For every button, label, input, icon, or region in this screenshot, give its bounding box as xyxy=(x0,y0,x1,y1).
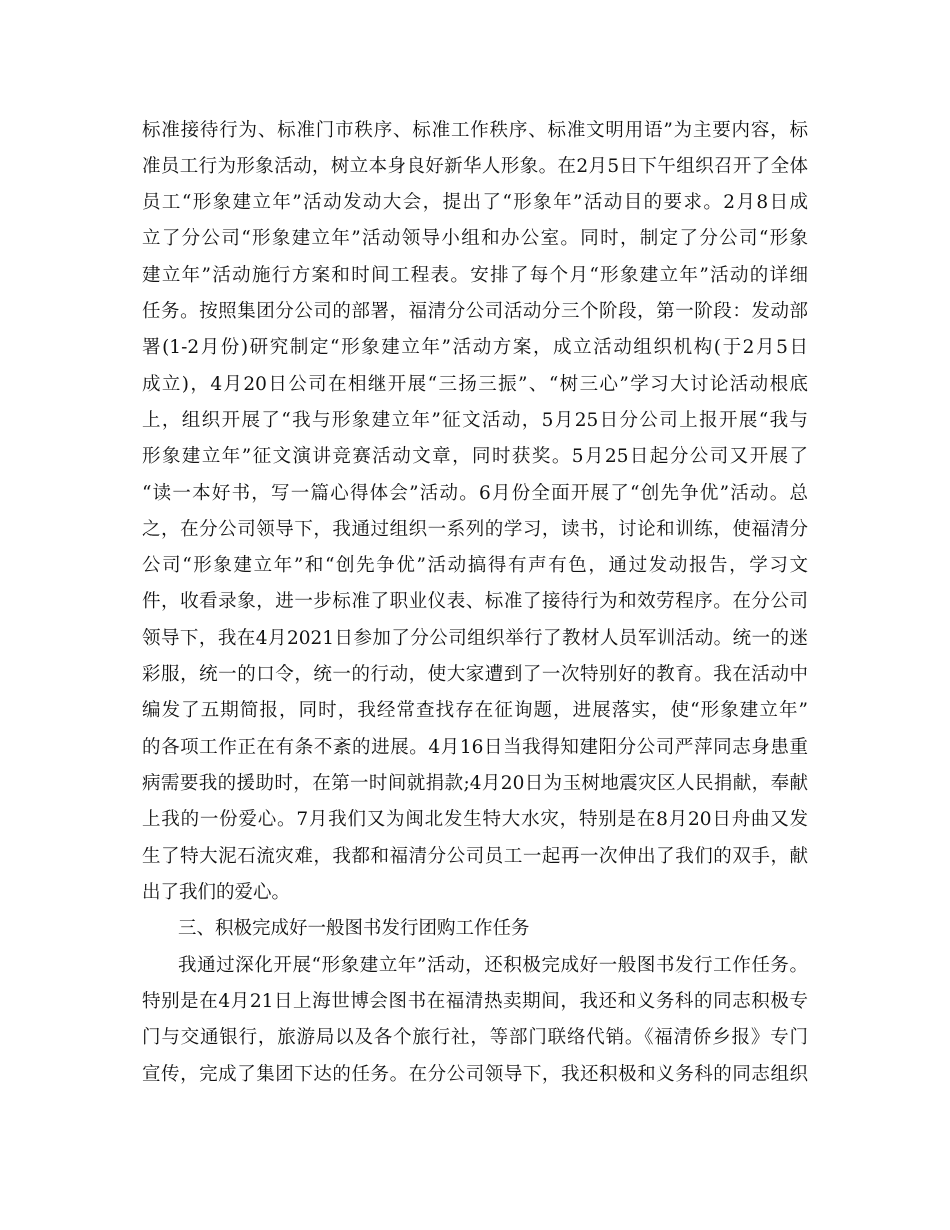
body-text-line: 标准接待行为、标准门市秩序、标准工作秩序、标准文明用语”为主要内容，标 xyxy=(142,120,808,141)
body-text-line: 建立年”活动施行方案和时间工程表。安排了每个月“形象建立年”活动的详细 xyxy=(142,265,808,286)
body-text-line: 门与交通银行，旅游局以及各个旅行社，等部门联络代销。《福清侨乡报》专门 xyxy=(142,1027,808,1048)
body-text-line: 形象建立年”征文演讲竞赛活动文章，同时获奖。5月25日起分公司又开展了 xyxy=(142,446,808,467)
body-text-line: 上，组织开展了“我与形象建立年”征文活动，5月25日分公司上报开展“我与 xyxy=(142,410,808,431)
body-text-line: 病需要我的援助时，在第一时间就捐款;4月20日为玉树地震灾区人民捐献，奉献 xyxy=(142,773,808,794)
body-text-line: 任务。按照集团分公司的部署，福清分公司活动分三个阶段，第一阶段：发动部 xyxy=(142,301,808,322)
section-heading: 三、积极完成好一般图书发行团购工作任务 xyxy=(178,918,530,939)
body-text-line: 成立)，4月20日公司在相继开展“三扬三振”、“树三心”学习大讨论活动根底 xyxy=(142,374,808,395)
body-text-line: 员工“形象建立年”活动发动大会，提出了“形象年”活动目的要求。2月8日成 xyxy=(142,192,808,213)
body-text-line: 件，收看录象，进一步标准了职业仪表、标准了接待行为和效劳程序。在分公司 xyxy=(142,591,808,612)
body-text-line: 上我的一份爱心。7月我们又为闽北发生特大水灾，特别是在8月20日舟曲又发 xyxy=(142,809,808,830)
body-text-line: 署(1-2月份)研究制定“形象建立年”活动方案，成立活动组织机构(于2月5日 xyxy=(142,337,808,358)
body-text-line: 公司“形象建立年”和“创先争优”活动搞得有声有色，通过发动报告，学习文 xyxy=(142,555,808,576)
body-text-line: 编发了五期简报，同时，我经常查找存在征询题，进展落实，使“形象建立年” xyxy=(142,700,808,721)
body-text-line: 特别是在4月21日上海世博会图书在福清热卖期间，我还和义务科的同志积极专 xyxy=(142,991,808,1012)
body-text-line: “读一本好书，写一篇心得体会”活动。6月份全面开展了“创先争优”活动。总 xyxy=(142,483,808,504)
body-text-line: 之，在分公司领导下，我通过组织一系列的学习，读书，讨论和训练，使福清分 xyxy=(142,519,808,540)
body-text-line: 宣传，完成了集团下达的任务。在分公司领导下，我还积极和义务科的同志组织 xyxy=(142,1064,808,1085)
body-text-line: 彩服，统一的口令，统一的行动，使大家遭到了一次特别好的教育。我在活动中 xyxy=(142,664,808,685)
body-text-line: 立了分公司“形象建立年”活动领导小组和办公室。同时，制定了分公司“形象 xyxy=(142,228,808,249)
body-text-line: 领导下，我在4月2021日参加了分公司组织举行了教材人员军训活动。统一的迷 xyxy=(142,628,808,649)
body-text-line: 准员工行为形象活动，树立本身良好新华人形象。在2月5日下午组织召开了全体 xyxy=(142,156,808,177)
body-text-line: 生了特大泥石流灾难，我都和福清分公司员工一起再一次伸出了我们的双手，献 xyxy=(142,846,808,867)
body-text-line: 的各项工作正在有条不紊的进展。4月16日当我得知建阳分公司严萍同志身患重 xyxy=(142,737,808,758)
body-text-line: 出了我们的爱心。 xyxy=(142,882,291,903)
body-text-line: 我通过深化开展“形象建立年”活动，还积极完成好一般图书发行工作任务。 xyxy=(178,955,808,976)
